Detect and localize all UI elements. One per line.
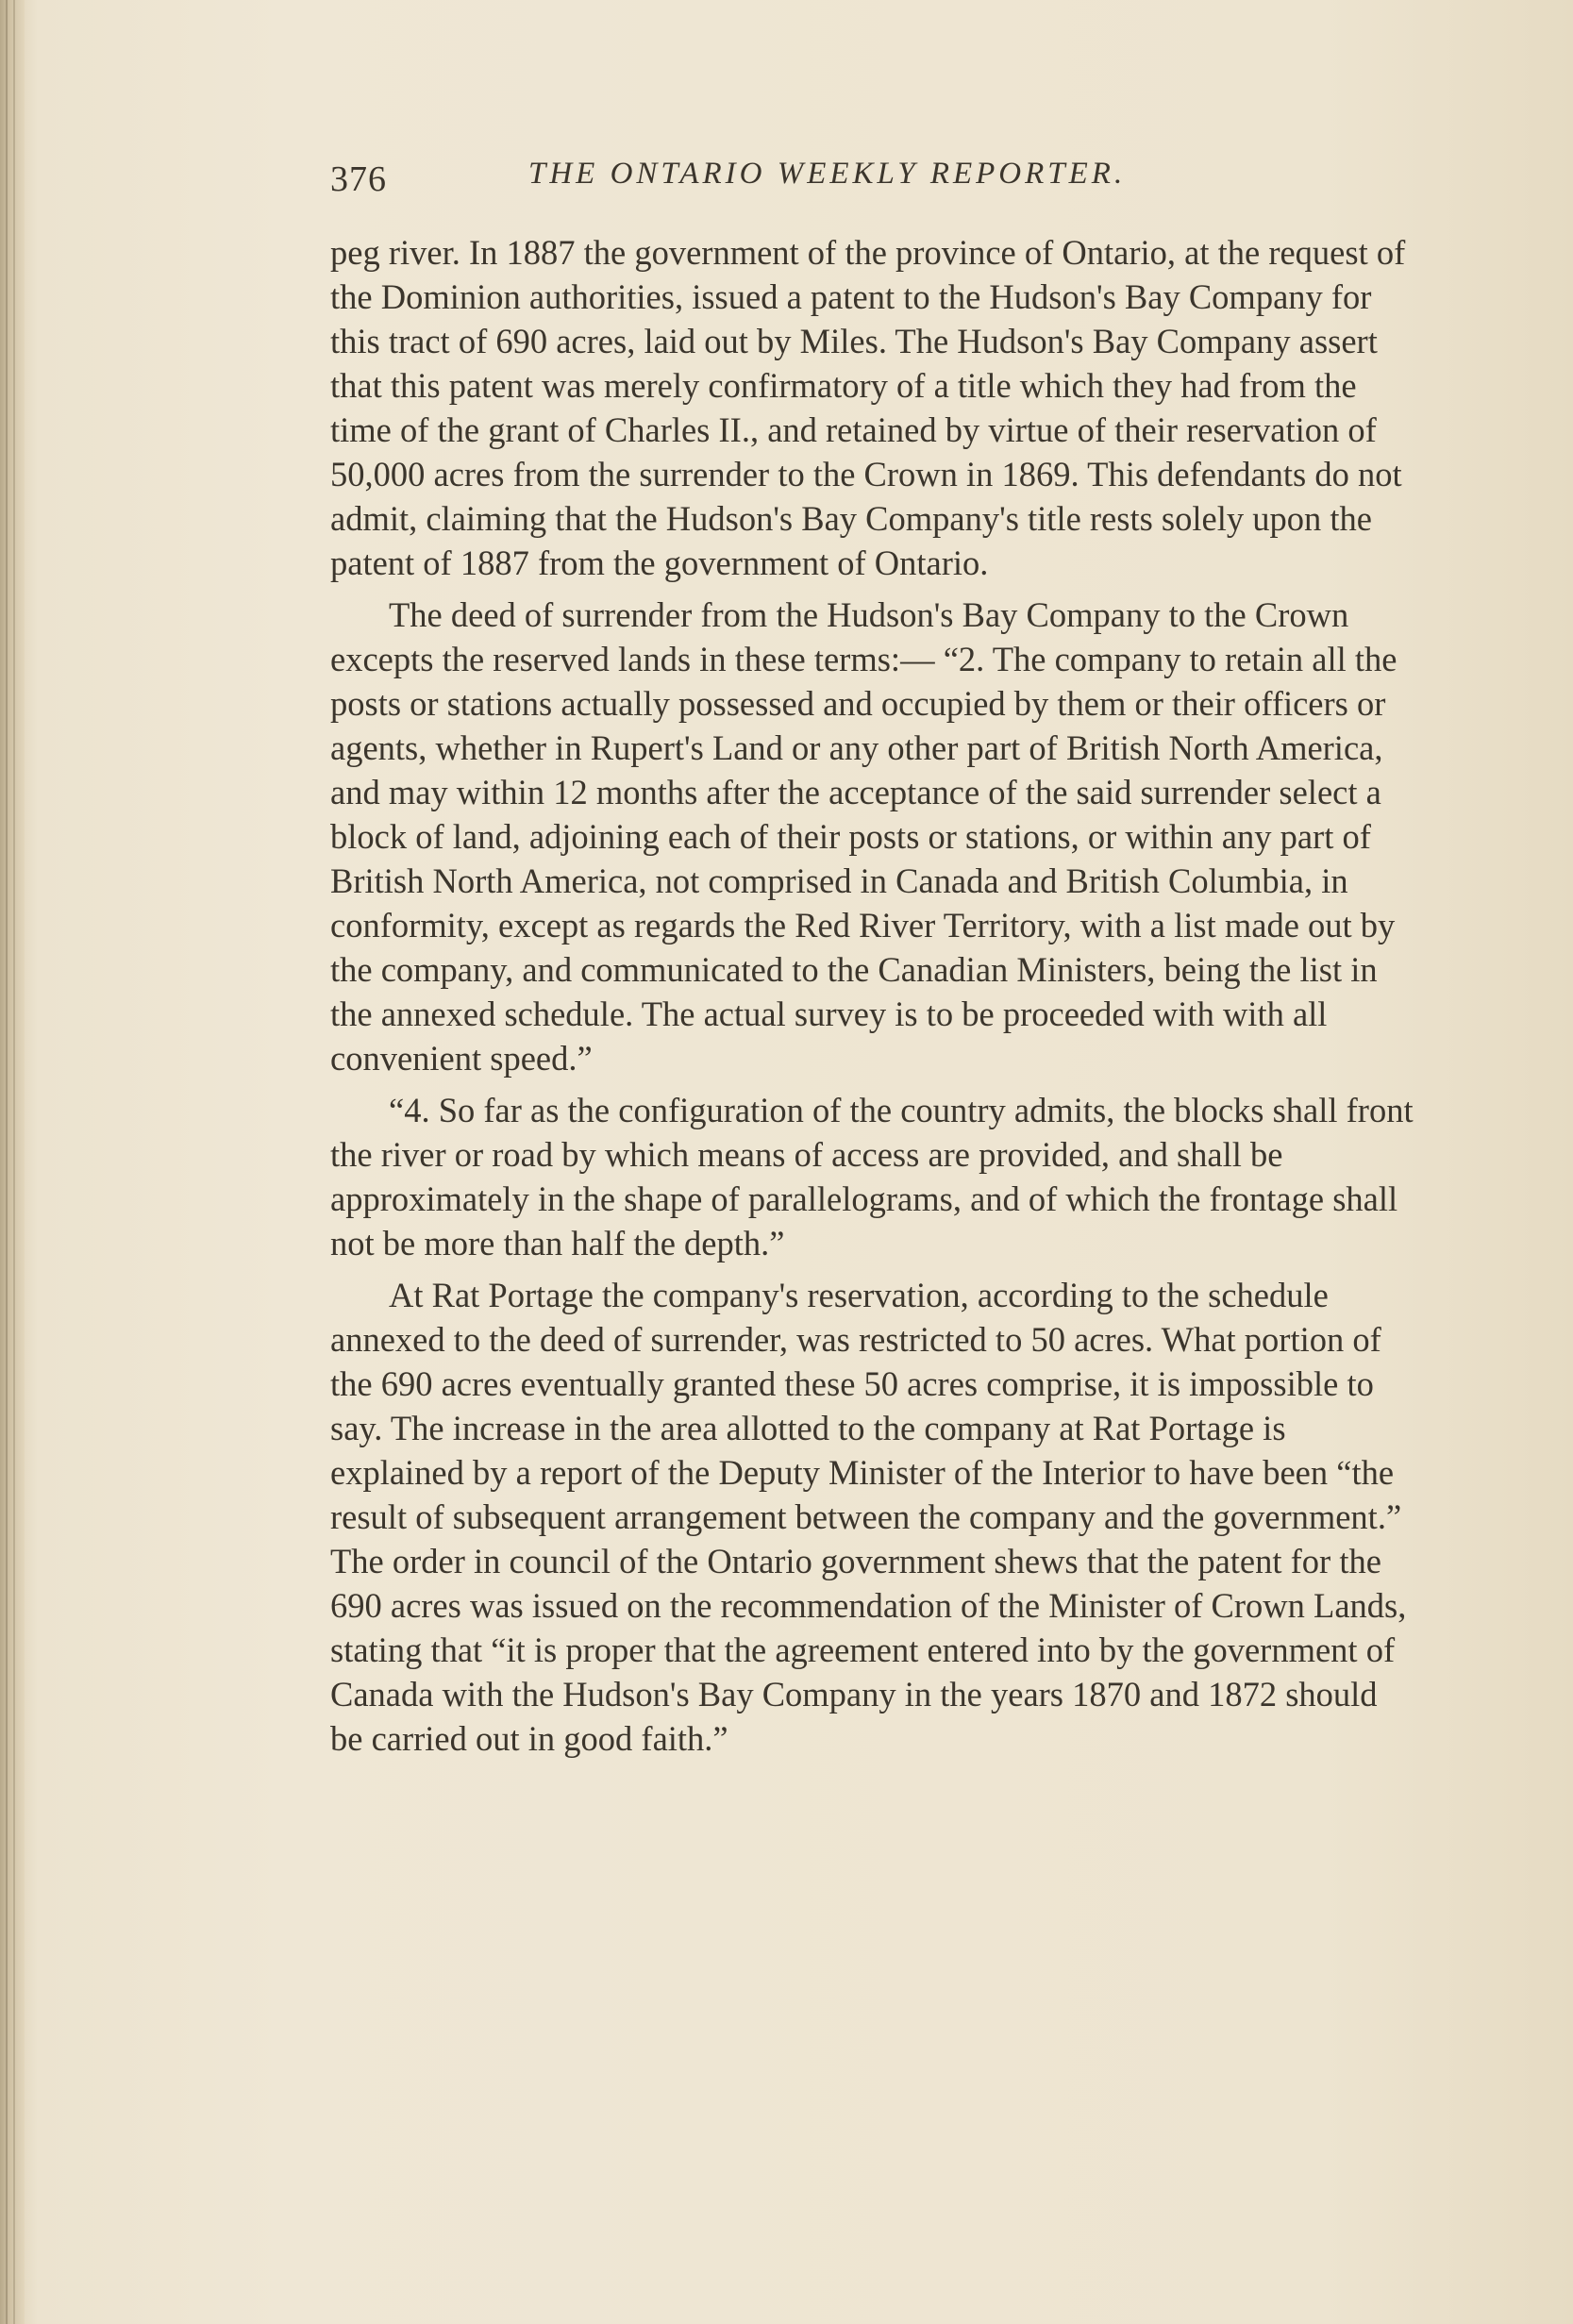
binding-line — [13, 0, 15, 2324]
page-binding — [0, 0, 25, 2324]
page-content — [330, 151, 1415, 1761]
paragraph-1: peg river. In 1887 the government of the province of Ontario, at the request of the Dominion authorities, issued a patent to the Hudson's Bay Company for this tract of 690 acres, laid out by Miles. The Hudson's Bay Company assert that this patent was merely confirmatory of a title which they had from the time of the grant of Charles II., and retained by virtue of their reservation of 50,000 acres from the surrender to the Crown in 1869. This defendants do not admit, claiming that the Hudson's Bay Company's title rests solely upon the patent of 1887 from the government of Ontario. — [330, 233, 1406, 582]
binding-line — [6, 0, 8, 2324]
page-header — [330, 151, 1415, 208]
running-head: THE ONTARIO WEEKLY REPORTER. — [528, 157, 1127, 191]
paragraph-2: The deed of surrender from the Hudson's Bay Company to the Crown excepts the reserved lands in these terms:— “2. The company to retain all the posts or stations actually possessed and occupied by them or their officers or agents, whether in Rupert's Land or any other part of British North America, and may within 12 months after the acceptance of the said surrender select a block of land, adjoining each of their posts or stations, or within any part of British North America, not comprised in Canada and British Columbia, in conformity, except as regards the Red River Territory, with a list made out by the company, and communicated to the Canadian Ministers, being the list in the annexed schedule. The actual survey is to be proceeded with with all convenient speed.” — [330, 595, 1397, 1078]
page-number: 376 — [330, 159, 387, 199]
paragraph-3: “4. So far as the configuration of the country admits, the blocks shall front the river or road by which means of access are provided, and shall be approximately in the shape of parallelograms, and of which the frontage shall not be more than half the depth.” — [330, 1091, 1414, 1262]
paragraph-4: At Rat Portage the company's reservation, according to the schedule annexed to the deed of surrender, was restricted to 50 acres. What portion of the 690 acres eventually granted these 50 acres comprise, it is impossible to say. The increase in the area allotted to the company at Rat Portage is explained by a report of the Deputy Minister of the Interior to have been “the result of subsequent arrangement between the company and the government.” The order in council of the Ontario government shews that the patent for the 690 acres was issued on the recommendation of the Minister of Crown Lands, stating that “it is proper that the agreement entered into by the government of Canada with the Hudson's Bay Company in the years 1870 and 1872 should be carried out in good faith.” — [330, 1276, 1407, 1758]
